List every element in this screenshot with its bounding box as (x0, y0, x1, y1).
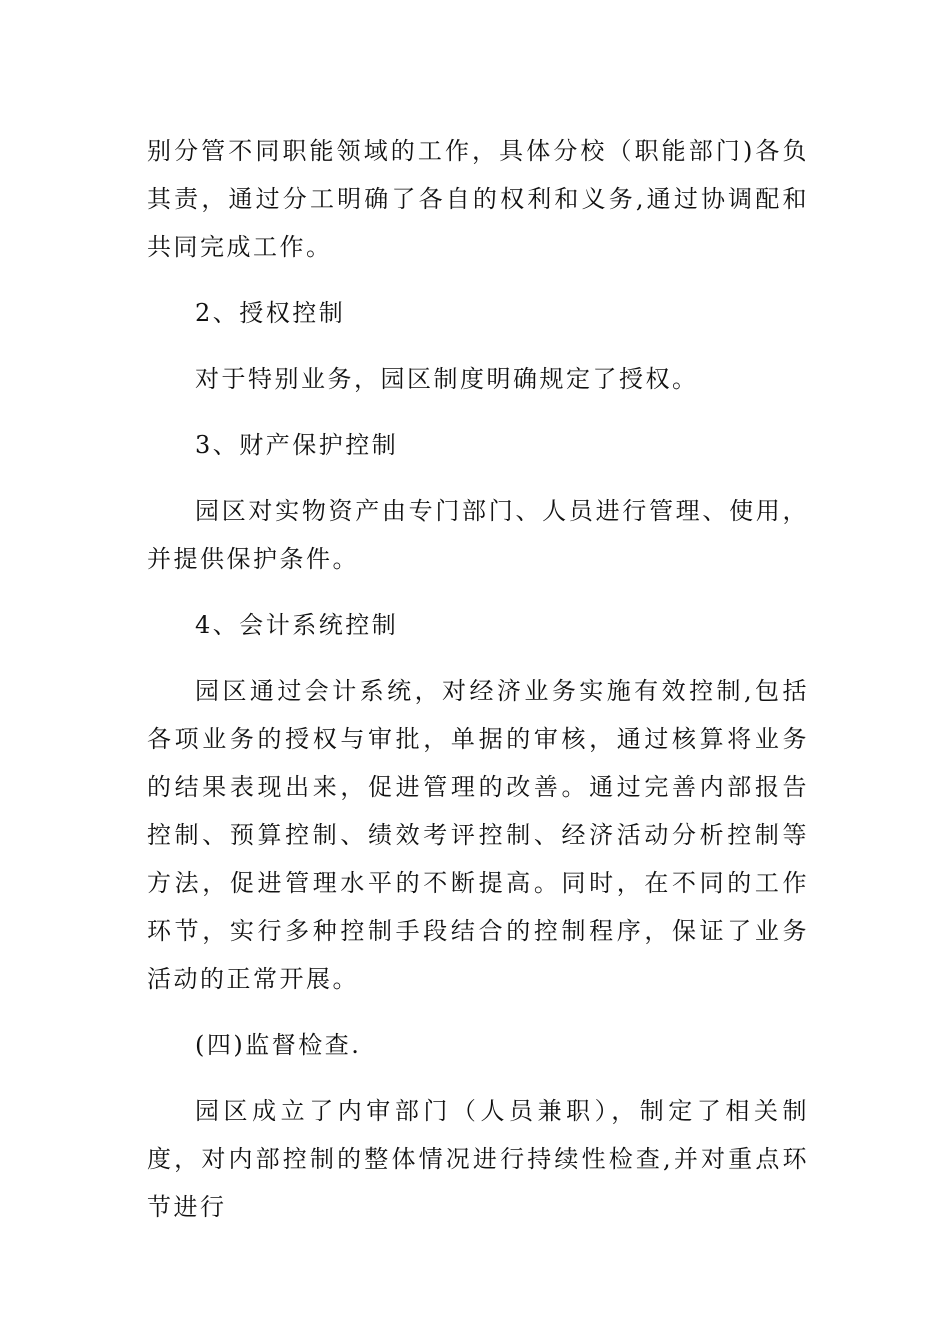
heading-property-protection: 3、财产保护控制 (195, 431, 399, 459)
heading-accounting-system: 4、会计系统控制 (195, 611, 399, 639)
paragraph-internal-audit: 园区成立了内审部门（人员兼职），制定了相关制度，对内部控制的整体情况进行持续性检查,并对重点环节进行 (147, 1097, 809, 1221)
paragraph-responsibility: 别分管不同职能领域的工作，具体分校（职能部门)各负其责，通过分工明确了各自的权利和义务,通过协调配和共同完成工作。 (147, 137, 809, 261)
heading-authorization-control: 2、授权控制 (195, 299, 346, 327)
document-body (147, 127, 809, 1231)
paragraph-property-protection: 园区对实物资产由专门部门、人员进行管理、使用，并提供保护条件。 (147, 497, 809, 573)
paragraph-authorization: 对于特别业务，园区制度明确规定了授权。 (195, 365, 699, 393)
paragraph-accounting-system: 园区通过会计系统，对经济业务实施有效控制,包括各项业务的授权与审批，单据的审核，通过核算将业务的结果表现出来，促进管理的改善。通过完善内部报告控制、预算控制、绩效考评控制、经济活动分析控制等方法，促进管理水平的不断提高。同时，在不同的工作环节，实行多种控制手段结合的控制程序，保证了业务活动的正常开展。 (147, 677, 809, 993)
heading-supervision-inspection: (四)监督检查. (195, 1031, 362, 1059)
